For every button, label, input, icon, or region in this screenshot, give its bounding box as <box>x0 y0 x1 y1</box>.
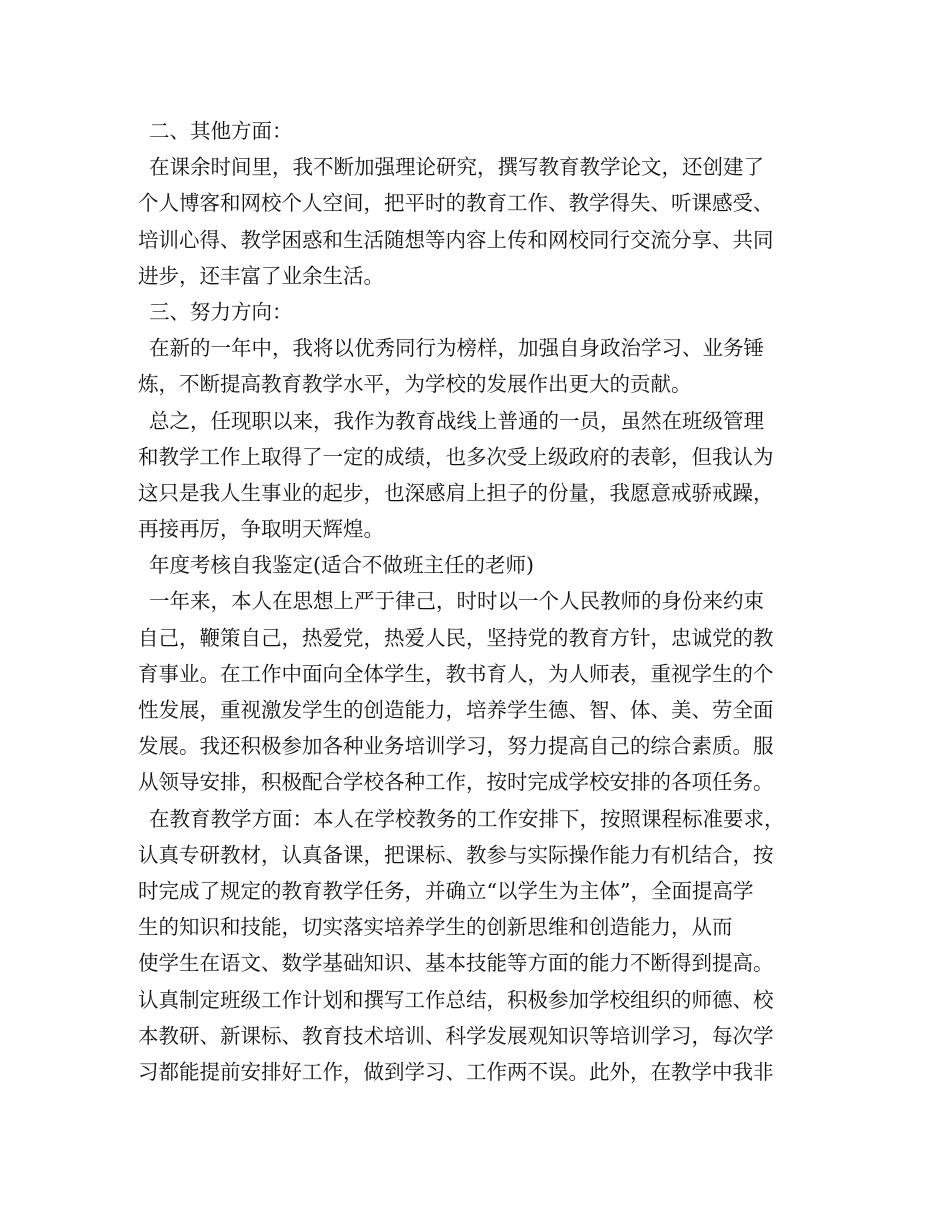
text-line: 从领导安排，积极配合学校各种工作，按时完成学校安排的各项任务。 <box>138 770 774 795</box>
text-line: 再接再厉，争取明天辉煌。 <box>138 517 384 542</box>
text-line: 个人博客和网校个人空间，把平时的教育工作、教学得失、听课感受、 <box>138 191 774 216</box>
text-line: 时完成了规定的教育教学任务，并确立“以学生为主体”，全面提高学 <box>138 878 754 903</box>
text-line: 和教学工作上取得了一定的成绩，也多次受上级政府的表彰，但我认为 <box>138 444 774 469</box>
text-line: 生的知识和技能，切实落实培养学生的创新思维和创造能力，从而 <box>138 915 733 940</box>
text-line: 在课余时间里，我不断加强理论研究，撰写教育教学论文，还创建了 <box>149 155 764 180</box>
text-line: 进步，还丰富了业余生活。 <box>138 263 384 288</box>
text-line: 三、努力方向： <box>149 299 293 324</box>
text-line: 使学生在语文、数学基础知识、基本技能等方面的能力不断得到提高。 <box>138 951 774 976</box>
text-line: 发展。我还积极参加各种业务培训学习，努力提高自己的综合素质。服 <box>138 734 774 759</box>
text-line: 在新的一年中，我将以优秀同行为榜样，加强自身政治学习、业务锤 <box>149 336 764 361</box>
text-line: 本教研、新课标、教育技术培训、科学发展观知识等培训学习，每次学 <box>138 1023 774 1048</box>
text-line: 二、其他方面： <box>149 119 293 143</box>
document-body <box>138 113 828 1090</box>
text-line: 这只是我人生事业的起步，也深感肩上担子的份量，我愿意戒骄戒躁， <box>138 480 774 505</box>
text-line: 炼，不断提高教育教学水平，为学校的发展作出更大的贡献。 <box>138 372 692 397</box>
text-line: 总之，任现职以来，我作为教育战线上普通的一员，虽然在班级管理 <box>149 408 764 433</box>
text-line: 自己，鞭策自己，热爱党，热爱人民，坚持党的教育方针，忠诚党的教 <box>138 625 774 650</box>
text-line: 认真制定班级工作计划和撰写工作总结，积极参加学校组织的师德、校 <box>138 987 774 1012</box>
text-line: 培训心得、教学困惑和生活随想等内容上传和网校同行交流分享、共同 <box>138 227 774 252</box>
text-line: 育事业。在工作中面向全体学生，教书育人，为人师表，重视学生的个 <box>138 661 774 686</box>
text-line: 在教育教学方面：本人在学校教务的工作安排下，按照课程标准要求， <box>149 806 785 831</box>
text-line: 性发展，重视激发学生的创造能力，培养学生德、智、体、美、劳全面 <box>138 698 774 722</box>
text-line: 一年来，本人在思想上严于律己，时时以一个人民教师的身份来约束 <box>149 589 764 614</box>
text-line: 习都能提前安排好工作，做到学习、工作两不误。此外，在教学中我非 <box>138 1059 774 1084</box>
text-line: 认真专研教材，认真备课，把课标、教参与实际操作能力有机结合，按 <box>138 842 774 867</box>
text-line: 年度考核自我鉴定(适合不做班主任的老师) <box>149 553 534 578</box>
